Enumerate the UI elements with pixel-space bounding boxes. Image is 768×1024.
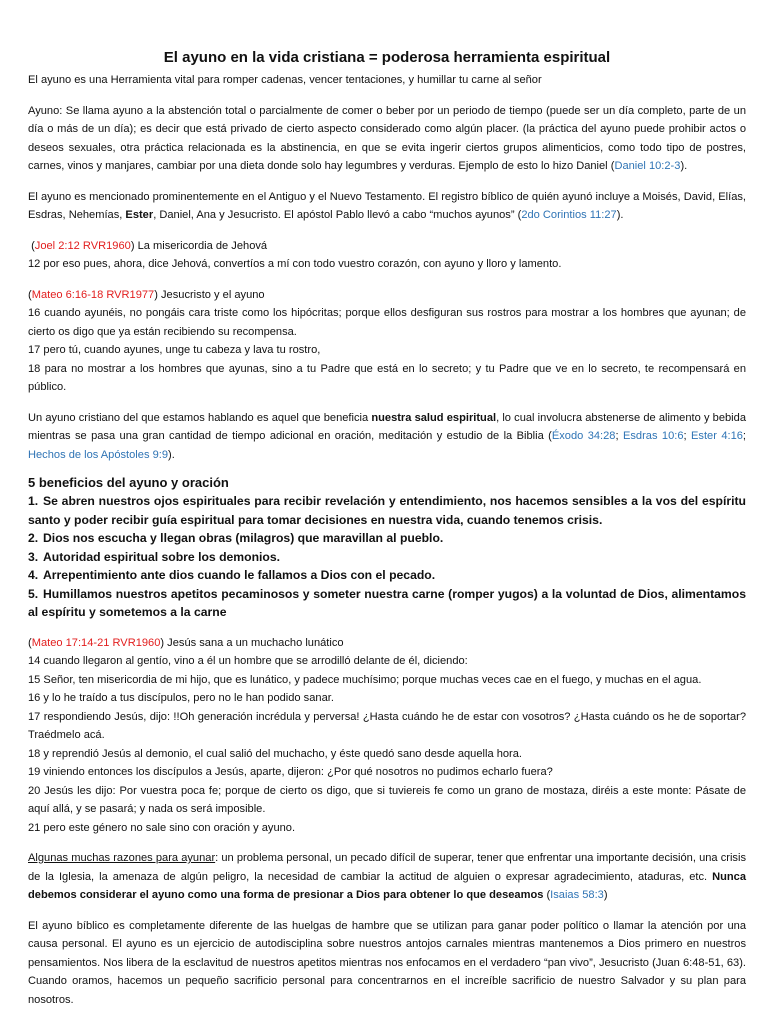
ref-link-exodo[interactable]: Éxodo 34:28 <box>551 430 616 442</box>
mateo17-heading-text: ) Jesús sana a un muchacho lunático <box>160 636 344 649</box>
benefit-text: Dios nos escucha y llegan obras (milagros) que maravillan al pueblo. <box>43 531 444 545</box>
benefit-text: Se abren nuestros ojos espirituales para recibir revelación y entendimiento, nos hacemos sensibles a la vos del espíritu santo y poder recibir guía espiritual para tomar decisiones en nuestra vida, cuando tenemos crisis. <box>28 494 746 527</box>
ref-link-mateo6[interactable]: Mateo 6:16-18 RVR1977 <box>31 288 155 301</box>
mateo6-open: ( <box>28 288 32 301</box>
reasons-bold: Nunca debemos considerar el ayuno como una forma de presionar a Dios para obtener lo que deseamos <box>28 870 746 901</box>
ref-link-joel[interactable]: Joel 2:12 RVR1960 <box>34 239 131 252</box>
benefit-text: Humillamos nuestros apetitos pecaminosos y someter nuestra carne (romper yugos) a la voluntad de Dios, alimentamos al espíritu y sometemos a la carne <box>28 586 746 619</box>
christian-fast-end: ). <box>168 448 175 461</box>
christian-fast-text-1: Un ayuno cristiano del que estamos hablando es aquel que beneficia <box>28 411 372 424</box>
benefit-number: 3. <box>28 549 39 564</box>
mateo17-verse: 18 y reprendió Jesús al demonio, el cual salió del muchacho, y éste quedó sano desde aquella hora. <box>28 747 522 760</box>
benefit-item <box>28 548 746 567</box>
reasons-open: ( <box>543 889 551 901</box>
benefit-text: Autoridad espiritual sobre los demonios. <box>43 549 281 564</box>
mentioned-end: ). <box>616 209 624 221</box>
christian-fast-paragraph <box>28 409 746 465</box>
mateo17-verse: 16 y lo he traído a tus discípulos, pero no le han podido sanar. <box>28 692 334 704</box>
definition-text: Ayuno: Se llama ayuno a la abstención total o parcialmente de comer o beber por un periodo de tiempo (puede ser un día completo, parte de un día o más de un día); es decir que está privado de cierto aspecto considerado como algún placer. (la práctica del ayuno puede prohibir actos o deseos sexuales, otra práctica relacionada es la abstinencia, en que se evita ingerir ciertos grupos alimenticios, como todo tipo de postres, carnes, vinos y manjares, cambiar por una dieta donde solo hay legumbres y verduras. Ejemplo de esto lo hizo Daniel ( <box>28 104 746 172</box>
joel-heading-text: ) La misericordia de Jehová <box>130 239 268 252</box>
closing-paragraph: El ayuno bíblico es completamente diferente de las huelgas de hambre que se utilizan para ganar poder político o llamar la atención por una causa personal. El ayuno es un ejercicio de autodisciplina sobre nuestros antojos carnales mientras mantenemos a Dios primero en nuestros pensamientos. Nos libera de la esclavitud de nuestros apetitos mientras nos enfocamos en el verdadero “pan vivo”, Jesucristo (Juan 6:48-51, 63). Cuando oramos, hacemos un pequeño sacrificio personal para concentrarnos en el increíble sacrificio de nuestro Salvador y su plan para nosotros. <box>28 919 746 1006</box>
benefit-number: 4. <box>28 568 39 582</box>
benefit-number: 1. <box>28 494 39 508</box>
ref-link-hechos[interactable]: Hechos de los Apóstoles 9:9 <box>28 448 168 461</box>
reasons-end: ) <box>603 889 608 901</box>
ref-link-corintios[interactable]: 2do Corintios 11:27 <box>521 209 617 221</box>
joel-open: ( <box>31 239 35 252</box>
mateo6-heading <box>28 286 746 305</box>
mateo17-verse: 15 Señor, ten misericordia de mi hijo, que es lunático, y padece muchísimo; porque muchas veces cae en el fuego, y muchas en el agua. <box>28 673 702 686</box>
benefit-number: 2. <box>28 531 39 545</box>
christian-fast-sep-1: ; <box>615 430 623 442</box>
benefit-number: 5. <box>28 586 39 601</box>
mateo17-open: ( <box>28 636 32 649</box>
benefits-list <box>28 492 746 622</box>
christian-fast-bold: nuestra salud espiritual <box>371 411 497 424</box>
mentioned-text-1: El ayuno es mencionado prominentemente en el Antiguo y el Nuevo Testamento. El registro bíblico de quién ayunó incluye a Moisés, David, Elías, Esdras, Nehemías, <box>28 190 746 221</box>
mentioned-paragraph <box>28 188 746 225</box>
christian-fast-text-2: , lo cual involucra abstenerse de alimento y bebida mientras se pasa una gran cantidad de tiempo adicional en oración, meditación y estudio de la Biblia ( <box>28 411 746 442</box>
benefit-item <box>28 566 746 585</box>
definition-end: ). <box>680 160 688 172</box>
ref-link-mateo17[interactable]: Mateo 17:14-21 RVR1960 <box>31 636 161 649</box>
christian-fast-sep-2: ; <box>683 430 692 442</box>
mateo17-heading <box>28 634 746 653</box>
definition-paragraph <box>28 102 746 176</box>
joel-verse-12: 12 por eso pues, ahora, dice Jehová, convertíos a mí con todo vuestro corazón, con ayuno y lloro y lamento. <box>28 258 562 270</box>
benefit-text: Arrepentimiento ante dios cuando le fallamos a Dios con el pecado. <box>43 568 436 582</box>
ref-link-ester[interactable]: Ester 4:16 <box>691 430 743 442</box>
reasons-paragraph <box>28 849 746 905</box>
benefit-item <box>28 492 746 529</box>
mateo17-verse: 17 respondiendo Jesús, dijo: !!Oh generación incrédula y perversa! ¿Hasta cuándo he de estar con vosotros? ¿Hasta cuándo os he de soportar? Traédmelo acá. <box>28 710 746 741</box>
joel-heading <box>28 237 746 256</box>
ref-link-daniel[interactable]: Daniel 10:2-3 <box>614 160 681 172</box>
benefits-heading: 5 beneficios del ayuno y oración <box>28 475 229 490</box>
benefit-item <box>28 585 746 622</box>
intro-paragraph: El ayuno es una Herramienta vital para romper cadenas, vencer tentaciones, y humillar tu carne al señor <box>28 74 542 86</box>
benefit-item <box>28 529 746 548</box>
mentioned-text-2: , Daniel, Ana y Jesucristo. El apóstol Pablo llevó a cabo “muchos ayunos” ( <box>153 209 522 221</box>
mateo17-verse: 21 pero este género no sale sino con oración y ayuno. <box>28 821 296 834</box>
reasons-text: : un problema personal, un pecado difícil de superar, tener que enfrentar una importante decisión, una crisis de la Iglesia, la amenaza de algún peligro, la necesidad de cambiar la actitud de alguien o expresar agradecimiento, ataduras, etc. <box>28 852 746 883</box>
reasons-underlined: Algunas muchas razones para ayunar <box>28 852 216 864</box>
document-title: El ayuno en la vida cristiana = poderosa herramienta espiritual <box>163 49 611 66</box>
mateo6-heading-text: ) Jesucristo y el ayuno <box>154 288 265 301</box>
ref-link-esdras[interactable]: Esdras 10:6 <box>622 430 684 442</box>
mateo17-verse: 20 Jesús les dijo: Por vuestra poca fe; porque de cierto os digo, que si tuviereis fe como un grano de mostaza, diréis a este monte: Pásate de aquí allá, y se pasará; y nada os será imposible. <box>28 784 746 815</box>
ref-link-isaias[interactable]: Isaias 58:3 <box>550 889 604 901</box>
christian-fast-sep-3: ; <box>742 430 746 442</box>
mateo17-verse: 19 viniendo entonces los discípulos a Jesús, aparte, dijeron: ¿Por qué nosotros no pudimos echarlo fuera? <box>28 766 553 778</box>
mentioned-bold-ester: Ester <box>125 209 154 221</box>
mateo6-verse-17: 17 pero tú, cuando ayunes, unge tu cabeza y lava tu rostro, <box>28 344 321 356</box>
mateo6-verse-18: 18 para no mostrar a los hombres que ayunas, sino a tu Padre que está en lo secreto; y tu Padre que ve en lo secreto, te recompensará en público. <box>28 362 746 393</box>
mateo17-verse: 14 cuando llegaron al gentío, vino a él un hombre que se arrodilló delante de él, diciendo: <box>28 655 468 667</box>
mateo6-verse-16: 16 cuando ayunéis, no pongáis cara triste como los hipócritas; porque ellos desfiguran sus rostros para mostrar a los hombres que ayunan; de cierto os digo que ya están recibiendo su recompensa. <box>28 307 746 338</box>
